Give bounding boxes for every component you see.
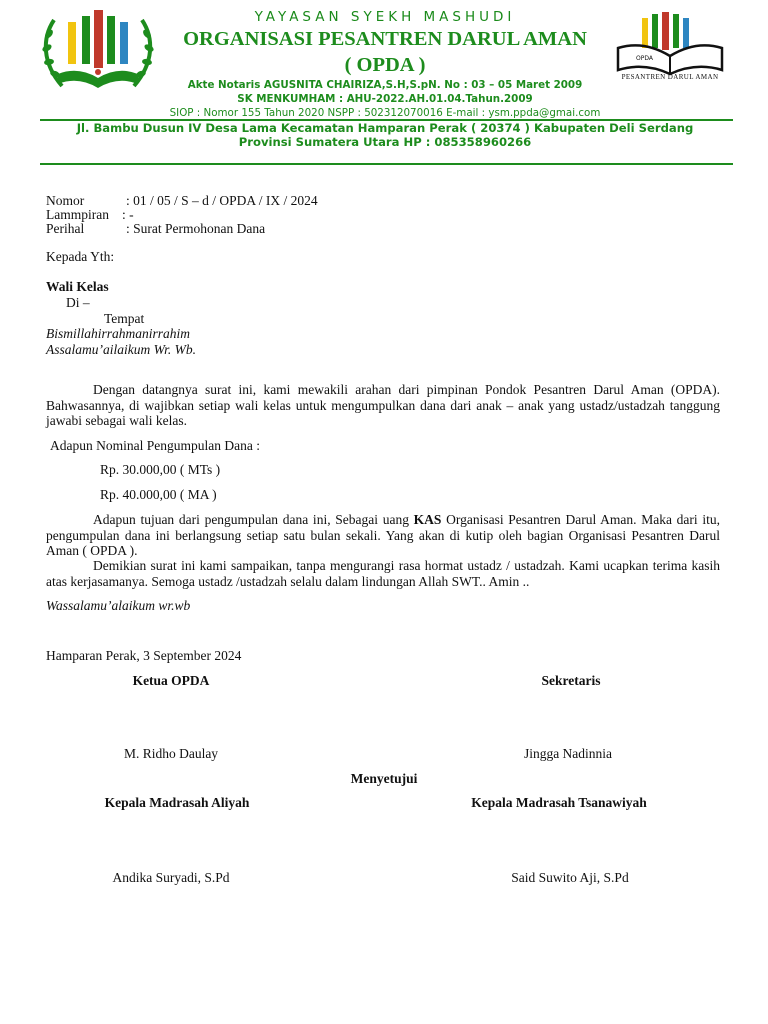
sekretaris-name: Jingga Nadinnia (523, 746, 613, 761)
ministry-decree: SK MENKUMHAM : AHU-2022.AH.01.04.Tahun.2009 (237, 93, 533, 105)
recipient-place: Tempat (104, 311, 145, 326)
paragraph-closing: Demikian surat ini kami sampaikan, tanpa mengurangi rasa hormat ustadz / ustadzah. Kami ucapkan terima kasih atas kerjasamanya. Semoga ustadz /ustadzah selalu dalam lindungan Allah SWT.. Amin .. (46, 558, 720, 589)
address-block (40, 121, 730, 149)
perihal-label: Perihal (46, 221, 85, 236)
lampiran-value: : - (122, 207, 134, 222)
amount-mts: Rp. 30.000,00 ( MTs ) (100, 462, 221, 477)
nomor-value: : 01 / 05 / S – d / OPDA / IX / 2024 (126, 193, 318, 208)
left-logo (40, 8, 156, 96)
address-line1: Jl. Bambu Dusun IV Desa Lama Kecamatan Hamparan Perak ( 20374 ) Kabupaten Deli Serdang (76, 121, 694, 135)
recipient-di: Di – (66, 295, 90, 310)
place-date: Hamparan Perak, 3 September 2024 (46, 648, 242, 663)
paragraph-purpose (46, 512, 720, 559)
right-logo-small-label: OPDA (636, 55, 653, 62)
organization-name (150, 26, 620, 78)
aliyah-name: Andika Suryadi, S.Pd (112, 870, 230, 885)
tsanawiyah-title: Kepala Madrasah Tsanawiyah (471, 795, 647, 810)
paragraph-intro: Dengan datangnya surat ini, kami mewakili arahan dari pimpinan Pondok Pesantren Darul Aman (OPDA). Bahwasannya, di wajibkan setiap wali kelas untuk mengumpulkan dana dari anak – anak yang ustadz/ustadzah tanggung jawabi sebagai wali kelas. (46, 382, 720, 429)
perihal-value: : Surat Permohonan Dana (126, 221, 266, 236)
right-logo-caption: PESANTREN DARUL AMAN (621, 73, 719, 81)
header-rule-bottom (40, 163, 733, 165)
tsanawiyah-name: Said Suwito Aji, S.Pd (511, 870, 629, 885)
address-line2: Provinsi Sumatera Utara HP : 085358960266 (238, 135, 532, 149)
notary-deed: Akte Notaris AGUSNITA CHAIRIZA,S.H,S.pN. No : 03 – 05 Maret 2009 (187, 79, 583, 91)
kepada-yth: Kepada Yth: (46, 249, 115, 264)
nomor-label: Nomor (46, 193, 85, 208)
aliyah-title: Kepala Madrasah Aliyah (104, 795, 250, 810)
purpose-text-end: Organisasi Pesantren Darul Aman. Maka dari itu, pengumpulan dana ini berlangsung setiap satu bulan sekali. Yang akan di kutip oleh bagian Organisasi Pesantren Darul Aman ( OPDA ). (46, 512, 720, 559)
organization-name-line2: ( OPDA ) (344, 54, 426, 76)
registration-info: SIOP : Nomor 155 Tahun 2020 NSPP : 502312070016 E-mail : ysm.ppda@gmai.com (169, 107, 601, 119)
salam: Assalamu’ailaikum Wr. Wb. (46, 342, 196, 357)
approved-label: Menyetujui (350, 771, 418, 786)
purpose-kas: KAS (413, 512, 442, 527)
lampiran-label: Lammpiran (46, 207, 109, 222)
sekretaris-title: Sekretaris (541, 673, 601, 688)
foundation-name: YAYASAN SYEKH MASHUDI (254, 9, 516, 25)
nominal-intro: Adapun Nominal Pengumpulan Dana : (50, 438, 260, 453)
closing-salam: Wassalamu’alaikum wr.wb (46, 598, 191, 613)
purpose-text-start: Adapun tujuan dari pengumpulan dana ini, Sebagai uang (93, 512, 414, 527)
organization-name-line1: ORGANISASI PESANTREN DARUL AMAN (183, 28, 587, 50)
recipient: Wali Kelas (46, 279, 109, 294)
amount-ma: Rp. 40.000,00 ( MA ) (100, 487, 217, 502)
ketua-title: Ketua OPDA (132, 673, 210, 688)
ketua-name: M. Ridho Daulay (123, 746, 219, 761)
bismillah: Bismillahirrahmanirrahim (46, 326, 191, 341)
